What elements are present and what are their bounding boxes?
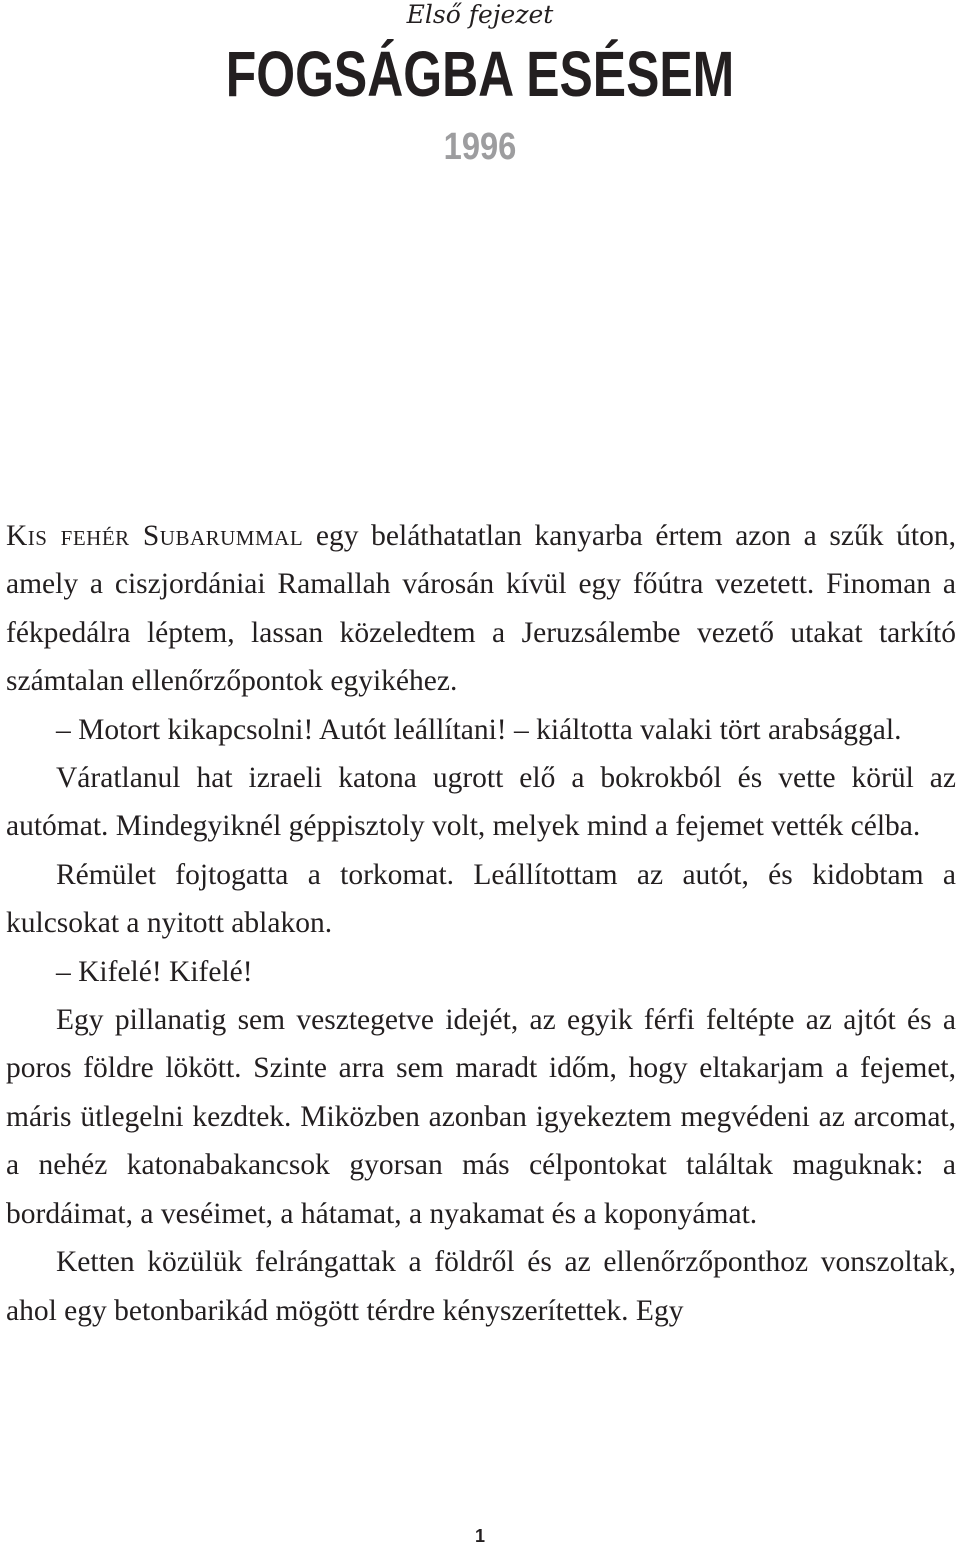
- paragraph: Egy pillanatig sem vesztegetve idejét, az egyik férfi feltépte az ajtót és a poros földre lökött. Szinte arra sem maradt időm, hogy eltakarjam a fejemet, máris ütlegelni kezdtek. Miközben azonban igyekeztem megvédeni az arcomat, a nehéz katonabakancsok gyorsan más célpontokat találtak maguknak: a bordáimat, a veséimet, a hátamat, a nyakamat és a koponyámat.: [6, 1004, 956, 1230]
- chapter-label: Első fejezet: [406, 0, 554, 29]
- paragraph: – Motort kikapcsolni! Autót leállítani! – kiáltotta valaki tört arabsággal.: [56, 713, 902, 746]
- paragraph: Váratlanul hat izraeli katona ugrott elő a bokrokból és vette körül az autómat. Mindegyiknél géppisztoly volt, melyek mind a fejemet vették célba.: [6, 762, 956, 843]
- paragraph: Rémület fojtogatta a torkomat. Leállítottam az autót, és kidobtam a kulcsokat a nyitott ablakon.: [6, 858, 956, 940]
- opening-small-caps: Kis fehér Subarummal: [6, 520, 304, 552]
- paragraph: Ketten közülük felrángattak a földről és az ellenőrzőponthoz vonszoltak, ahol egy betonbarikád mögött térdre kényszerítettek. Egy: [6, 1246, 956, 1327]
- opening-paragraph: [6, 512, 956, 706]
- paragraph: – Kifelé! Kifelé!: [56, 955, 253, 988]
- chapter-title: FOGSÁGBA ESÉSEM: [225, 38, 735, 110]
- chapter-body: [6, 512, 956, 1335]
- page-number: 1: [474, 1526, 485, 1546]
- chapter-year: 1996: [443, 126, 517, 168]
- opening-text: egy beláthatatlan kanyarba értem azon a szűk úton, amely a ciszjordániai Ramallah városán kívül egy főútra vezetett. Finoman a fékpedálra léptem, lassan közeledtem a Jeruzsálembe vezető utakat tarkító számtalan ellenőrzőpontok egyikéhez.: [6, 520, 956, 698]
